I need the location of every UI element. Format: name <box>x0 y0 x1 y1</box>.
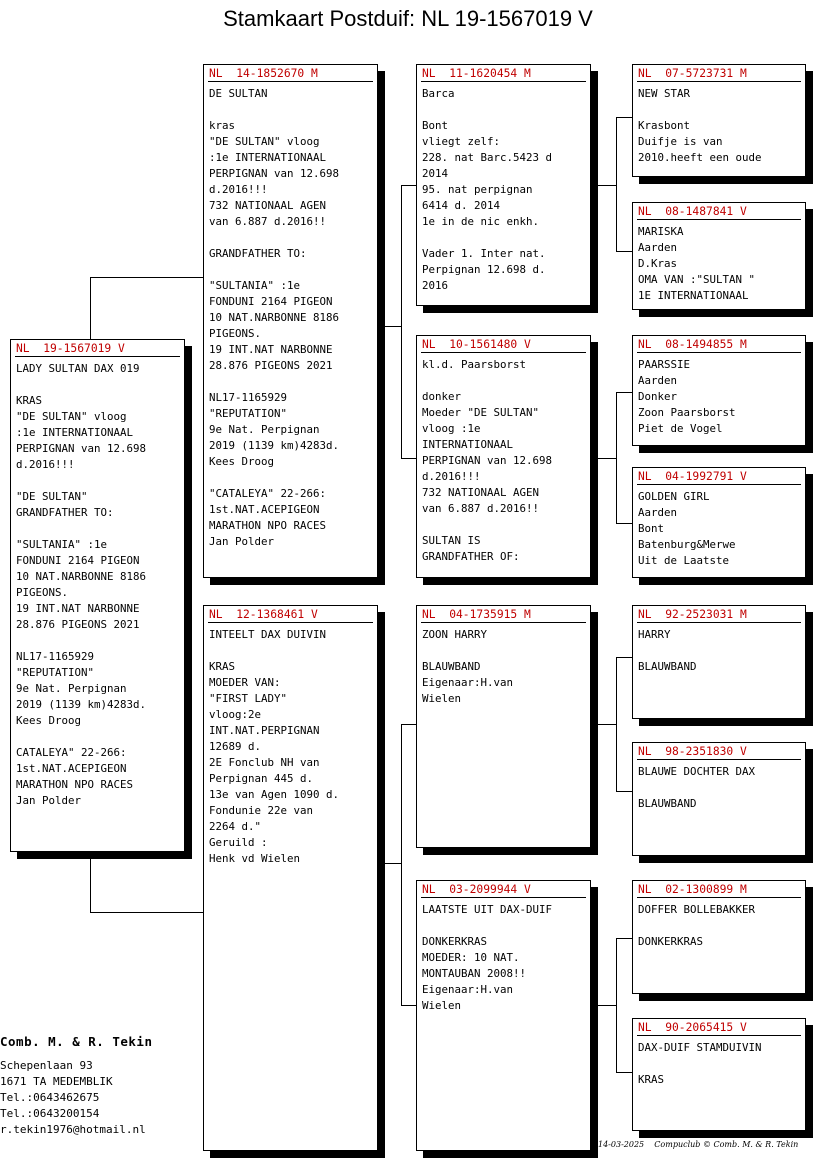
info-line: DONKERKRAS <box>422 935 488 948</box>
info-line: BLAUWBAND <box>638 797 697 810</box>
owner-address: Schepenlaan 93 <box>0 1059 93 1072</box>
pigeon-info <box>638 764 800 812</box>
pigeon-name: ZOON HARRY <box>422 628 488 641</box>
info-line: "CATALEYA" 22-266: <box>209 487 327 500</box>
info-line: 19 INT.NAT NARBONNE <box>209 343 333 356</box>
ring-number: NL 04-1992791 V <box>637 470 801 485</box>
info-line: Geruild : <box>209 836 268 849</box>
connector-line <box>616 392 617 524</box>
footer-credit: 14-03-2025 Compuclub © Comb. M. & R. Tekin <box>598 1140 799 1149</box>
info-line: MOEDER: 10 NAT. <box>422 951 520 964</box>
info-line: Aarden <box>638 374 678 387</box>
father-card <box>203 64 378 578</box>
info-line: Kees Droog <box>16 714 82 727</box>
info-line <box>638 643 800 659</box>
connector-line <box>377 326 401 327</box>
info-line: 13e van Agen 1090 d. <box>209 788 340 801</box>
info-line: vloog :1e <box>422 422 481 435</box>
info-line: 28.876 PIGEONS 2021 <box>209 359 333 372</box>
info-line: Duifje is van <box>638 135 723 148</box>
info-line: 6414 d. 2014 <box>422 199 501 212</box>
info-line: FONDUNI 2164 PIGEON <box>209 295 333 308</box>
mother-card <box>203 605 378 1151</box>
info-line: 732 NATIONAAL AGEN <box>422 486 540 499</box>
info-line <box>209 470 372 486</box>
info-line: "SULTANIA" :1e <box>209 279 301 292</box>
connector-line <box>616 657 633 658</box>
info-line: 95. nat perpignan <box>422 183 533 196</box>
maternal-grandfather-card <box>416 605 591 848</box>
owner-phone-1: Tel.:0643462675 <box>0 1091 100 1104</box>
pigeon-info <box>638 357 800 437</box>
info-line: MOEDER VAN: <box>209 676 281 689</box>
info-line: Bont <box>422 119 449 132</box>
ring-number: NL 14-1852670 M <box>208 67 373 82</box>
info-line: GRANDFATHER TO: <box>16 506 114 519</box>
info-line: Vader 1. Inter nat. <box>422 247 546 260</box>
connector-line <box>590 458 616 459</box>
info-line: :1e INTERNATIONAAL <box>209 151 327 164</box>
info-line: 9e Nat. Perpignan <box>16 682 127 695</box>
info-line: MARATHON NPO RACES <box>16 778 134 791</box>
info-line: Kees Droog <box>209 455 275 468</box>
info-line: MONTAUBAN 2008!! <box>422 967 527 980</box>
info-line: 1st.NAT.ACEPIGEON <box>209 503 320 516</box>
connector-line <box>401 1005 417 1006</box>
connector-line <box>616 251 633 252</box>
owner-block <box>0 1034 153 1138</box>
info-line <box>209 374 372 390</box>
pigeon-info <box>638 489 800 569</box>
info-line: D.Kras <box>638 257 678 270</box>
connector-line <box>90 852 91 912</box>
info-line: :1e INTERNATIONAAL <box>16 426 134 439</box>
info-line: INT.NAT.PERPIGNAN <box>209 724 320 737</box>
info-line: "FIRST LADY" <box>209 692 288 705</box>
connector-line <box>590 185 616 186</box>
connector-line <box>616 117 633 118</box>
ring-number: NL 07-5723731 M <box>637 67 801 82</box>
pigeon-info <box>638 1040 800 1088</box>
pigeon-info <box>209 627 372 867</box>
info-line: 2014 <box>422 167 449 180</box>
connector-line <box>616 938 633 939</box>
pigeon-name: PAARSSIE <box>638 358 691 371</box>
info-line: KRAS <box>16 394 43 407</box>
info-line <box>422 918 585 934</box>
info-line: Eigenaar:H.van <box>422 983 514 996</box>
pigeon-name: DOFFER BOLLEBAKKER <box>638 903 756 916</box>
info-line: 10 NAT.NARBONNE 8186 <box>16 570 147 583</box>
pigeon-info <box>422 627 585 707</box>
info-line: PIGEONS. <box>16 586 69 599</box>
info-line: KRAS <box>209 660 236 673</box>
info-line <box>16 521 179 537</box>
info-line: Jan Polder <box>16 794 82 807</box>
info-line: BLAUWBAND <box>422 660 481 673</box>
info-line: Wielen <box>422 999 462 1012</box>
info-line <box>16 633 179 649</box>
info-line <box>209 102 372 118</box>
connector-line <box>401 185 402 459</box>
connector-line <box>401 724 417 725</box>
info-line: DONKERKRAS <box>638 935 704 948</box>
info-line: 1st.NAT.ACEPIGEON <box>16 762 127 775</box>
pigeon-name: MARISKA <box>638 225 684 238</box>
info-line: 2E Fonclub NH van <box>209 756 320 769</box>
pigeon-info <box>422 86 585 294</box>
info-line: Moeder "DE SULTAN" <box>422 406 540 419</box>
info-line: GRANDFATHER OF: <box>422 550 520 563</box>
connector-line <box>401 724 402 1006</box>
connector-line <box>616 392 633 393</box>
info-line: 2019 (1139 km)4283d. <box>209 439 340 452</box>
info-line <box>638 1056 800 1072</box>
info-line: 2019 (1139 km)4283d. <box>16 698 147 711</box>
info-line: Eigenaar:H.van <box>422 676 514 689</box>
info-line: "SULTANIA" :1e <box>16 538 108 551</box>
info-line: "REPUTATION" <box>16 666 95 679</box>
info-line: Piet de Vogel <box>638 422 723 435</box>
connector-line <box>616 117 617 252</box>
info-line: 2016 <box>422 279 449 292</box>
info-line <box>638 780 800 796</box>
great-grandparent-card-fmf <box>632 335 806 446</box>
ring-number: NL 08-1494855 M <box>637 338 801 353</box>
info-line: "DE SULTAN" vloog <box>209 135 320 148</box>
info-line <box>16 473 179 489</box>
info-line: Wielen <box>422 692 462 705</box>
info-line: d.2016!!! <box>16 458 75 471</box>
info-line: CATALEYA" 22-266: <box>16 746 127 759</box>
paternal-grandmother-card <box>416 335 591 578</box>
owner-name: Comb. M. & R. Tekin <box>0 1034 153 1049</box>
ring-number: NL 10-1561480 V <box>421 338 586 353</box>
ring-number: NL 04-1735915 M <box>421 608 586 623</box>
info-line: 228. nat Barc.5423 d <box>422 151 553 164</box>
owner-city: 1671 TA MEDEMBLIK <box>0 1075 113 1088</box>
info-line <box>16 729 179 745</box>
great-grandparent-card-fff <box>632 64 806 177</box>
great-grandparent-card-mmm <box>632 1018 806 1131</box>
info-line: Aarden <box>638 506 678 519</box>
info-line: donker <box>422 390 462 403</box>
info-line: 732 NATIONAAL AGEN <box>209 199 327 212</box>
great-grandparent-card-mmf <box>632 880 806 994</box>
info-line: "REPUTATION" <box>209 407 288 420</box>
ring-number: NL 19-1567019 V <box>15 342 180 357</box>
info-line: 10 NAT.NARBONNE 8186 <box>209 311 340 324</box>
info-line: NL17-1165929 <box>209 391 288 404</box>
pigeon-name: NEW STAR <box>638 87 691 100</box>
ring-number: NL 11-1620454 M <box>421 67 586 82</box>
ring-number: NL 12-1368461 V <box>208 608 373 623</box>
pigeon-name: HARRY <box>638 628 671 641</box>
info-line: 19 INT.NAT NARBONNE <box>16 602 140 615</box>
connector-line <box>90 277 204 278</box>
pigeon-info <box>209 86 372 550</box>
info-line: KRAS <box>638 1073 665 1086</box>
connector-line <box>616 791 633 792</box>
connector-line <box>401 458 417 459</box>
connector-line <box>90 912 204 913</box>
info-line: 9e Nat. Perpignan <box>209 423 320 436</box>
paternal-grandfather-card <box>416 64 591 306</box>
info-line: Aarden <box>638 241 678 254</box>
info-line: 1E INTERNATIONAAL <box>638 289 749 302</box>
info-line: PIGEONS. <box>209 327 262 340</box>
info-line: Krasbont <box>638 119 691 132</box>
info-line: Henk vd Wielen <box>209 852 301 865</box>
ring-number: NL 08-1487841 V <box>637 205 801 220</box>
info-line: Fondunie 22e van <box>209 804 314 817</box>
connector-line <box>90 277 91 339</box>
info-line <box>638 918 800 934</box>
connector-line <box>377 863 401 864</box>
info-line: BLAUWBAND <box>638 660 697 673</box>
ring-number: NL 98-2351830 V <box>637 745 801 760</box>
connector-line <box>590 724 616 725</box>
info-line: PERPIGNAN van 12.698 <box>209 167 340 180</box>
ring-number: NL 02-1300899 M <box>637 883 801 898</box>
info-line <box>209 643 372 659</box>
info-line: kras <box>209 119 236 132</box>
info-line <box>422 230 585 246</box>
info-line: vliegt zelf: <box>422 135 501 148</box>
info-line: 12689 d. <box>209 740 262 753</box>
pigeon-name: Barca <box>422 87 455 100</box>
info-line <box>209 262 372 278</box>
info-line: d.2016!!! <box>209 183 268 196</box>
info-line: OMA VAN :"SULTAN " <box>638 273 756 286</box>
connector-line <box>616 657 617 792</box>
info-line: Donker <box>638 390 678 403</box>
info-line <box>422 373 585 389</box>
pigeon-info <box>422 357 585 565</box>
subject-pigeon-card <box>10 339 185 852</box>
pigeon-name: LADY SULTAN DAX 019 <box>16 362 140 375</box>
great-grandparent-card-mff <box>632 605 806 719</box>
info-line: vloog:2e <box>209 708 262 721</box>
ring-number: NL 92-2523031 M <box>637 608 801 623</box>
info-line <box>638 102 800 118</box>
pigeon-info <box>638 224 800 304</box>
pigeon-info <box>638 627 800 675</box>
owner-email[interactable]: r.tekin1976@hotmail.nl <box>0 1123 146 1136</box>
pigeon-name: LAATSTE UIT DAX-DUIF <box>422 903 553 916</box>
great-grandparent-card-mfm <box>632 742 806 856</box>
info-line: 2010.heeft een oude <box>638 151 762 164</box>
ring-number: NL 90-2065415 V <box>637 1021 801 1036</box>
great-grandparent-card-ffm <box>632 202 806 310</box>
pigeon-info <box>16 361 179 809</box>
pigeon-name: BLAUWE DOCHTER DAX <box>638 765 756 778</box>
great-grandparent-card-fmm <box>632 467 806 578</box>
info-line: Zoon Paarsborst <box>638 406 736 419</box>
pigeon-info <box>638 86 800 166</box>
pigeon-name: GOLDEN GIRL <box>638 490 710 503</box>
connector-line <box>616 938 617 1073</box>
info-line: INTERNATIONAAL <box>422 438 514 451</box>
info-line: FONDUNI 2164 PIGEON <box>16 554 140 567</box>
info-line <box>422 643 585 659</box>
pigeon-name: INTEELT DAX DUIVIN <box>209 628 327 641</box>
info-line: van 6.887 d.2016!! <box>422 502 540 515</box>
page-title: Stamkaart Postduif: NL 19-1567019 V <box>223 6 593 31</box>
info-line: "DE SULTAN" <box>16 490 88 503</box>
info-line: SULTAN IS <box>422 534 481 547</box>
info-line: 2264 d." <box>209 820 262 833</box>
info-line: "DE SULTAN" vloog <box>16 410 127 423</box>
info-line: NL17-1165929 <box>16 650 95 663</box>
pigeon-name: DE SULTAN <box>209 87 268 100</box>
ring-number: NL 03-2099944 V <box>421 883 586 898</box>
info-line: d.2016!!! <box>422 470 481 483</box>
info-line: GRANDFATHER TO: <box>209 247 307 260</box>
info-line: Perpignan 12.698 d. <box>422 263 546 276</box>
connector-line <box>616 523 633 524</box>
pigeon-info <box>638 902 800 950</box>
pigeon-name: DAX-DUIF STAMDUIVIN <box>638 1041 762 1054</box>
info-line: Jan Polder <box>209 535 275 548</box>
info-line <box>209 230 372 246</box>
info-line <box>16 377 179 393</box>
connector-line <box>401 185 417 186</box>
connector-line <box>590 1005 616 1006</box>
connector-line <box>616 1072 633 1073</box>
info-line <box>422 102 585 118</box>
owner-phone-2: Tel.:0643200154 <box>0 1107 100 1120</box>
info-line: MARATHON NPO RACES <box>209 519 327 532</box>
info-line: Perpignan 445 d. <box>209 772 314 785</box>
info-line: Bont <box>638 522 665 535</box>
pigeon-info <box>422 902 585 1014</box>
maternal-grandmother-card <box>416 880 591 1151</box>
info-line: Uit de Laatste <box>638 554 730 567</box>
info-line: PERPIGNAN van 12.698 <box>16 442 147 455</box>
info-line: Batenburg&Merwe <box>638 538 736 551</box>
pigeon-name: kl.d. Paarsborst <box>422 358 527 371</box>
info-line: 1e in de nic enkh. <box>422 215 540 228</box>
info-line: van 6.887 d.2016!! <box>209 215 327 228</box>
info-line: 28.876 PIGEONS 2021 <box>16 618 140 631</box>
info-line <box>422 517 585 533</box>
info-line: PERPIGNAN van 12.698 <box>422 454 553 467</box>
